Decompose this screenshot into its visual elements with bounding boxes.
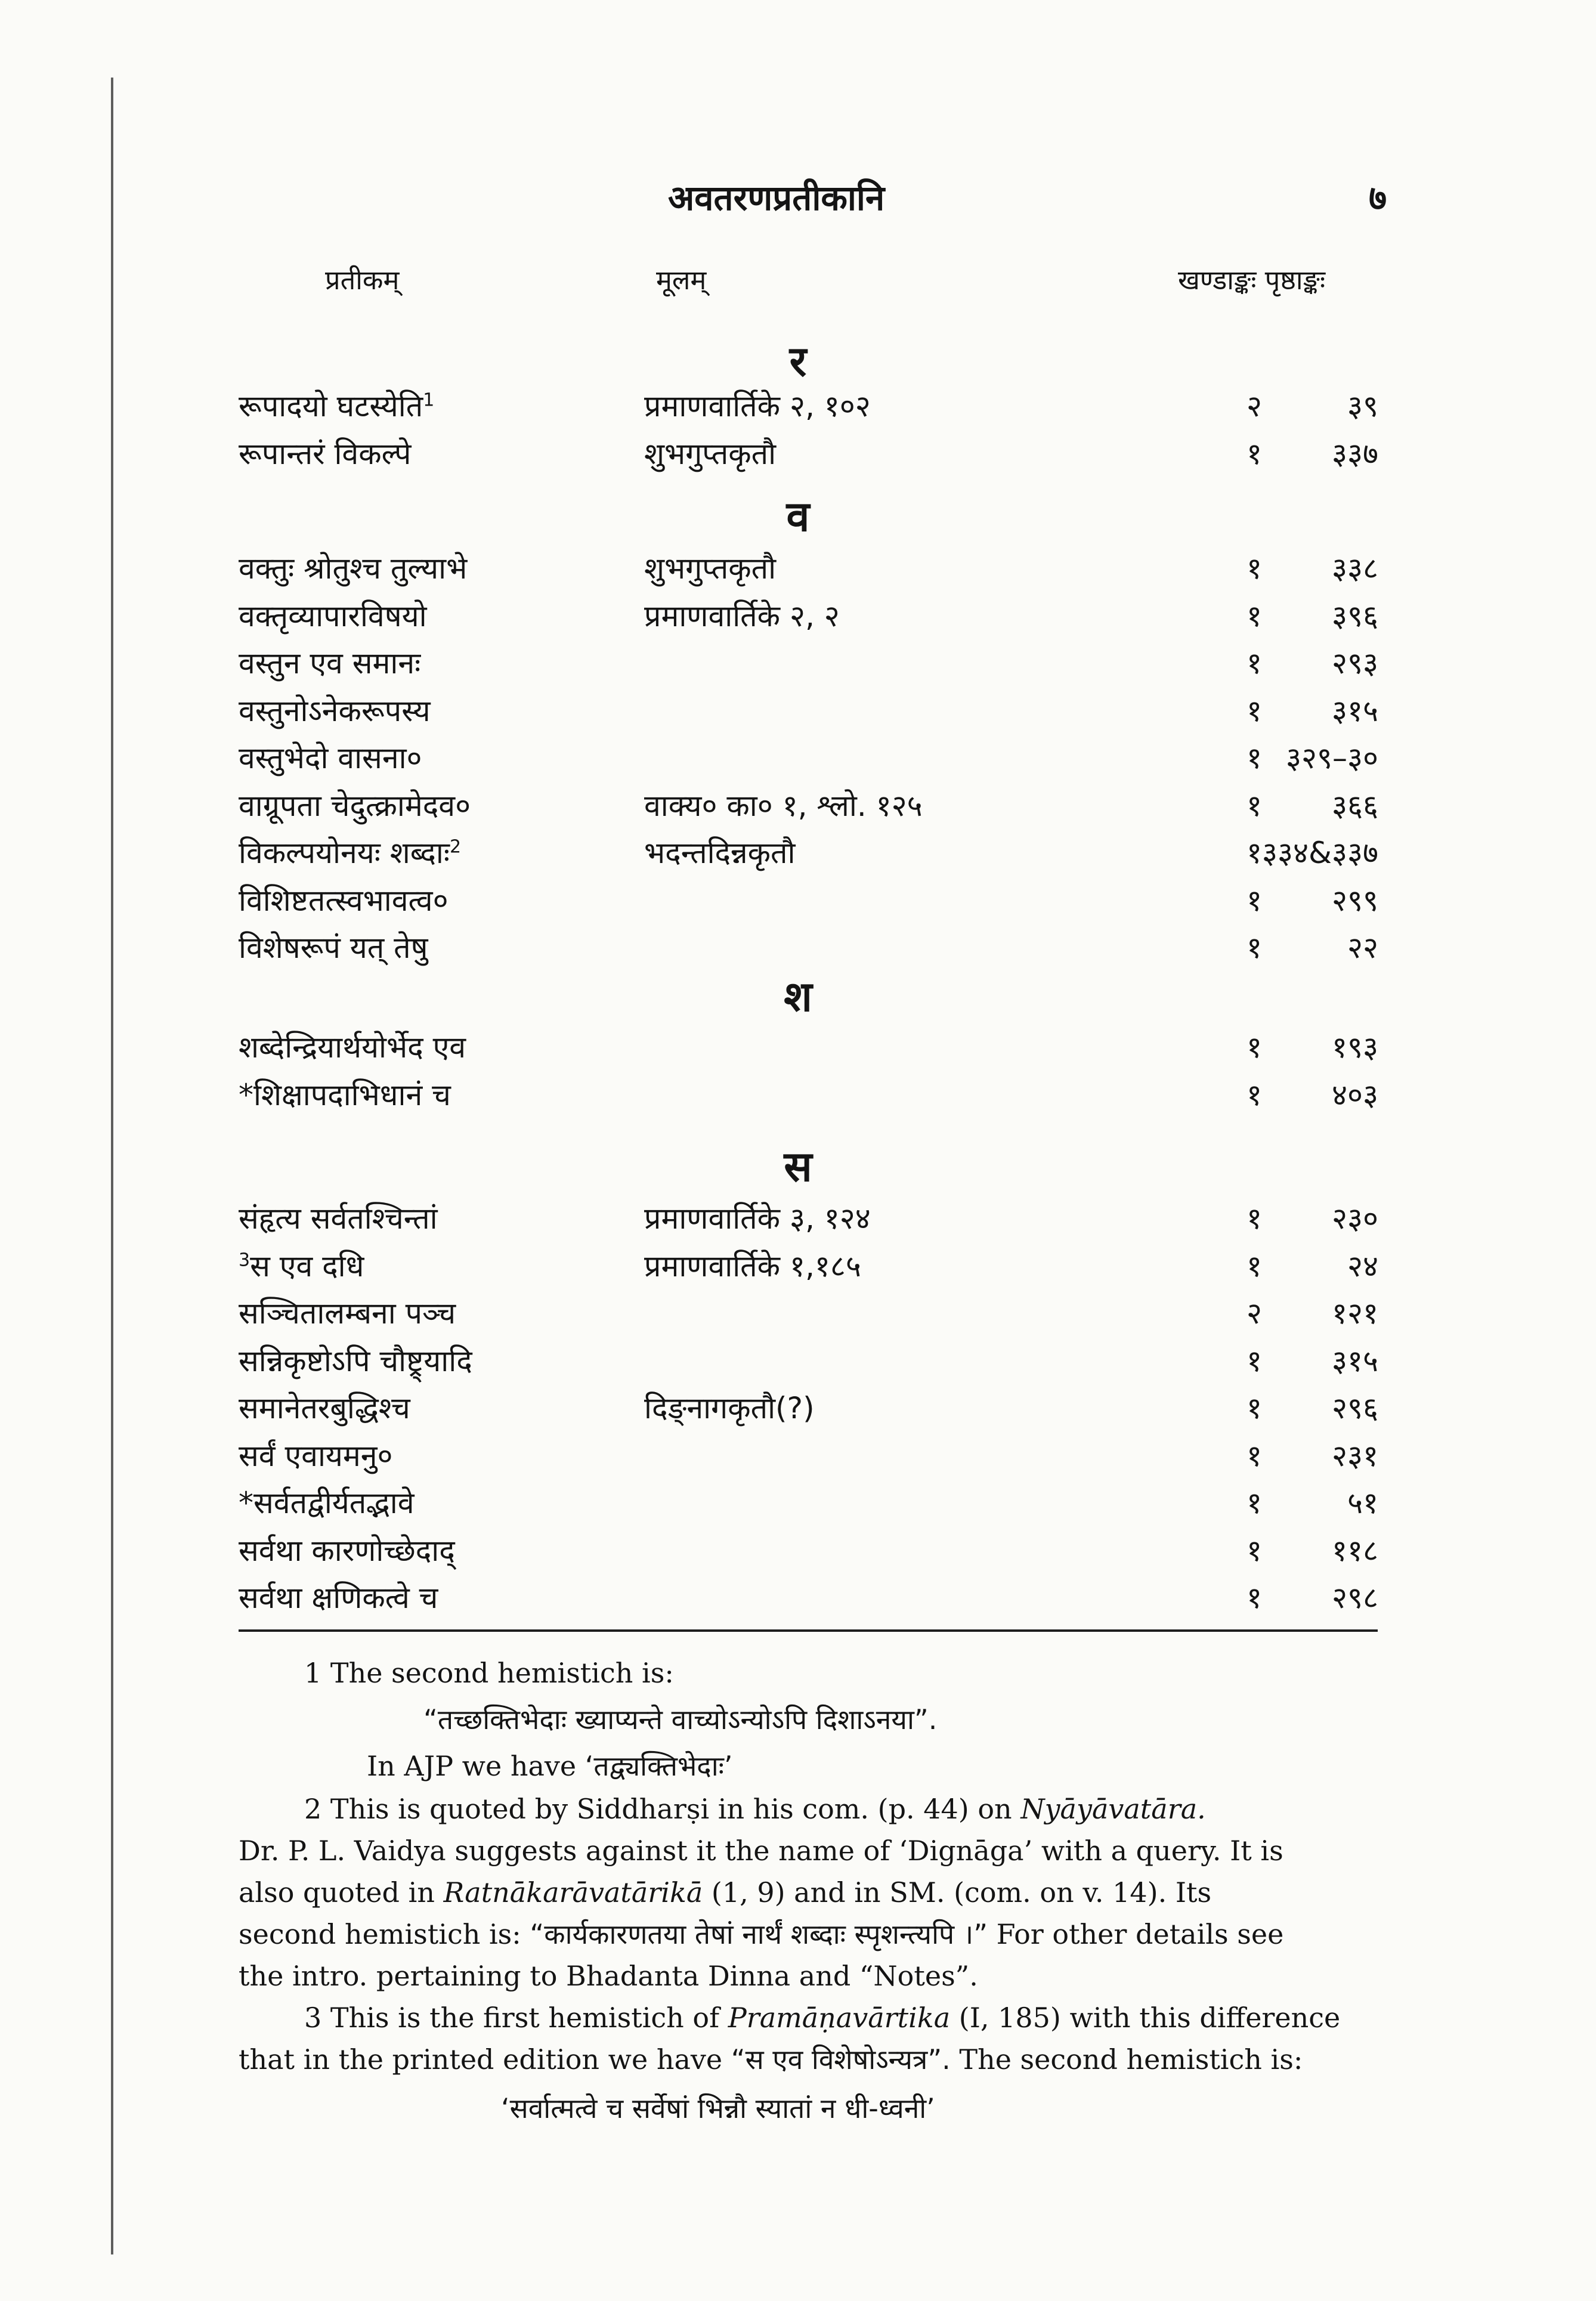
index-row — [0, 1245, 1596, 1286]
footnote-3: 3 This is the first hemistich of Pramāṇavārtika (I, 185) with this difference that in the printed edition we have “स एव विशेषोऽन्यत्र”. The second hemistich is: — [239, 2002, 1341, 2076]
index-row — [0, 1576, 1596, 1618]
footnote-marker: 1 — [423, 389, 435, 411]
row-mula: शुभगुप्तकृतौ — [644, 436, 777, 471]
row-pratika: सर्वथा क्षणिकत्वे च — [239, 1581, 438, 1615]
row-pratika: वस्तुन एव समानः — [239, 646, 421, 681]
row-prishtha: २४ — [1347, 1248, 1378, 1284]
footnote-1-verse: “तच्छक्तिभेदाः ख्याप्यन्ते वाच्योऽन्योऽपि दिशाऽनया”. — [423, 1703, 938, 1736]
row-pratika: वक्तृव्यापारविषयो — [239, 598, 427, 633]
footnote-3-verse: ‘सर्वात्मत्वे च सर्वेषां भिन्नौ स्यातां न धी-ध्वनी’ — [501, 2092, 935, 2124]
index-row — [0, 926, 1596, 968]
row-khanda: १ — [1247, 788, 1262, 823]
row-khanda: १ — [1247, 551, 1262, 586]
footnote-marker: 2 — [449, 836, 462, 858]
row-prishtha: २३० — [1332, 1201, 1378, 1236]
row-mula: शुभगुप्तकृतौ — [644, 551, 777, 586]
column-header-mula: मूलम् — [656, 264, 707, 296]
row-prishtha: २९९ — [1332, 883, 1378, 918]
column-header-pratika: प्रतीकम् — [325, 264, 400, 296]
row-prishtha: ३६६ — [1332, 788, 1378, 823]
section-letter: व — [786, 492, 810, 541]
footnote-1-ajp: In AJP we have ‘तद्व्यक्तिभेदाः’ — [367, 1750, 733, 1782]
row-prishtha: ११८ — [1332, 1533, 1378, 1568]
column-header-khanda-prishtha: खण्डाङ्कः पृष्ठाङ्कः — [1178, 264, 1326, 296]
row-pratika: विशिष्टतत्स्वभावत्व० — [239, 883, 449, 918]
index-row — [0, 642, 1596, 684]
index-row — [0, 1074, 1596, 1115]
row-khanda: १ — [1247, 646, 1262, 681]
row-khanda: १ — [1247, 1486, 1262, 1520]
page-number: ७ — [1369, 178, 1387, 218]
row-khanda: १ — [1247, 930, 1262, 965]
row-pratika: वस्तुनोऽनेकरूपस्य — [239, 693, 431, 728]
row-prishtha: ३१५ — [1332, 1343, 1378, 1378]
index-row — [0, 689, 1596, 731]
footnote-1-intro: 1 The second hemistich is: — [304, 1657, 674, 1689]
row-khanda: १ — [1247, 883, 1262, 918]
index-row — [0, 385, 1596, 426]
section-letter: र — [789, 337, 807, 386]
index-row — [0, 1026, 1596, 1068]
row-prishtha: ३१५ — [1332, 693, 1378, 728]
row-pratika: संहृत्य सर्वतश्चिन्तां — [239, 1201, 438, 1236]
row-khanda: १ — [1247, 693, 1262, 728]
index-row — [0, 1387, 1596, 1428]
index-row — [0, 1197, 1596, 1239]
row-khanda: १ — [1247, 598, 1262, 633]
row-khanda: १ — [1247, 436, 1262, 471]
row-khanda: १ — [1247, 836, 1262, 870]
row-khanda: १ — [1247, 1391, 1262, 1425]
row-pratika: *शिक्षापदाभिधानं च — [239, 1077, 451, 1112]
row-prishtha: २९३ — [1332, 646, 1378, 681]
row-prishtha: १९३ — [1332, 1030, 1378, 1065]
row-khanda: १ — [1247, 1581, 1262, 1615]
row-khanda: १ — [1247, 1343, 1262, 1378]
row-pratika: शब्देन्द्रियार्थयोर्भेद एव — [239, 1030, 466, 1065]
index-row — [0, 737, 1596, 778]
row-pratika: रूपान्तरं विकल्पे — [239, 436, 412, 471]
row-mula: प्रमाणवार्तिके १,१८५ — [644, 1248, 861, 1284]
index-row — [0, 547, 1596, 589]
page-title: अवतरणप्रतीकानि — [668, 178, 885, 218]
row-khanda: १ — [1247, 1438, 1262, 1473]
row-pratika: *सर्वतद्वीर्यतद्भावे — [239, 1486, 415, 1520]
row-pratika: वक्तुः श्रोतुश्च तुल्याभे — [239, 551, 468, 586]
row-khanda: १ — [1247, 1077, 1262, 1112]
row-khanda: १ — [1247, 1533, 1262, 1568]
row-khanda: २ — [1247, 389, 1262, 423]
row-mula: भदन्तदिन्नकृतौ — [644, 836, 796, 870]
row-mula: दिङ्नागकृतौ(?) — [644, 1391, 815, 1425]
row-prishtha: ४०३ — [1332, 1077, 1378, 1112]
row-pratika: विशेषरूपं यत् तेषु — [239, 930, 428, 965]
row-prishtha: ३९६ — [1332, 598, 1378, 633]
row-prishtha: ३३४&३३७ — [1262, 836, 1378, 870]
index-row — [0, 1482, 1596, 1523]
index-row — [0, 432, 1596, 474]
column-headers — [0, 261, 1596, 303]
row-khanda: १ — [1247, 1201, 1262, 1236]
row-pratika: सर्वथा कारणोच्छेदाद् — [239, 1533, 455, 1568]
row-prishtha: ३२९–३० — [1286, 741, 1378, 775]
index-row — [0, 784, 1596, 826]
row-pratika: सर्वं एवायमनु० — [239, 1438, 393, 1473]
index-row — [0, 1292, 1596, 1334]
row-prishtha: ३३७ — [1332, 436, 1378, 471]
index-row — [0, 831, 1596, 873]
row-mula: प्रमाणवार्तिके २, १०२ — [644, 389, 871, 423]
row-pratika: विकल्पयोनयः शब्दाः$^2$ — [239, 836, 462, 870]
row-prishtha: २२ — [1347, 930, 1378, 965]
index-row — [0, 1340, 1596, 1381]
row-prishtha: २९८ — [1332, 1581, 1378, 1615]
row-pratika: वस्तुभेदो वासना० — [239, 741, 422, 775]
row-pratika: सञ्चितालम्बना पञ्च — [239, 1296, 456, 1331]
row-prishtha: ५१ — [1347, 1486, 1378, 1520]
row-pratika: वाग्रूपता चेदुत्क्रामेदव० — [239, 788, 471, 823]
index-row — [0, 595, 1596, 636]
row-pratika: $^3$स एव दधि — [239, 1248, 364, 1284]
index-row — [0, 1529, 1596, 1571]
row-mula: प्रमाणवार्तिके ३, १२४ — [644, 1201, 871, 1236]
row-prishtha: ३३८ — [1332, 551, 1378, 586]
index-row — [0, 1434, 1596, 1476]
page-header — [0, 173, 1596, 221]
row-prishtha: ३९ — [1347, 389, 1378, 423]
row-khanda: १ — [1247, 1030, 1262, 1065]
row-pratika: समानेतरबुद्धिश्च — [239, 1391, 410, 1425]
row-khanda: १ — [1247, 741, 1262, 775]
row-prishtha: २३१ — [1332, 1438, 1378, 1473]
row-mula: वाक्य० का० १, श्लो. १२५ — [644, 788, 923, 823]
footnote-marker: 3 — [239, 1249, 250, 1270]
row-pratika: सन्निकृष्टोऽपि चौष्ट्र्यादि — [239, 1343, 472, 1378]
section-letter: स — [784, 1142, 812, 1191]
row-pratika: रूपादयो घटस्येति$^1$ — [239, 389, 435, 423]
row-khanda: १ — [1247, 1248, 1262, 1284]
footnote-2: 2 This is quoted by Siddharṣi in his com. (p. 44) on Nyāyāvatāra. Dr. P. L. Vaidya suggests against it the name of ‘Dignāga’ with a query. It is also quoted in Ratnākarāvatārikā (1, 9) and in SM. (com. on v. 14). Its second hemistich is: “कार्यकारणतया तेषां नार्थं शब्दाः स्पृशन्त्यपि ।” For other details see the intro. pertaining to Bhadanta Dinna and “Notes”. — [239, 1793, 1284, 1992]
section-letter: श — [784, 972, 812, 1021]
row-prishtha: २९६ — [1332, 1391, 1378, 1425]
index-row — [0, 879, 1596, 921]
footnote-rule — [239, 1629, 1378, 1632]
row-prishtha: १२१ — [1332, 1296, 1378, 1331]
row-khanda: २ — [1247, 1296, 1262, 1331]
row-mula: प्रमाणवार्तिके २, २ — [644, 598, 840, 633]
